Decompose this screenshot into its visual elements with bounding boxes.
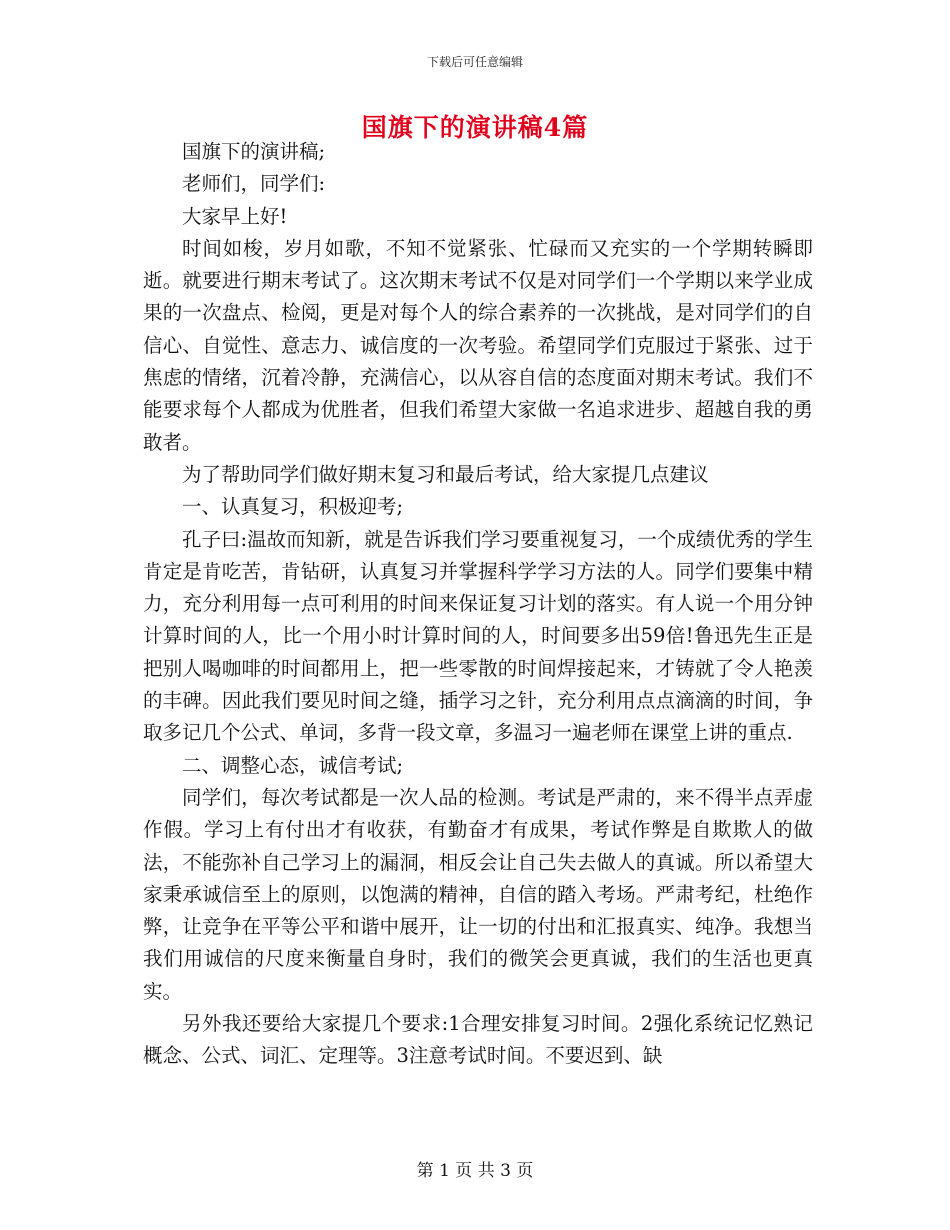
paragraph: 老师们，同学们: xyxy=(182,172,326,196)
document-title: 国旗下的演讲稿4篇 xyxy=(361,113,589,142)
paragraph: 二、调整心态，诚信考试; xyxy=(182,753,404,777)
footer-suffix: 页 xyxy=(516,1161,534,1181)
document-body xyxy=(143,136,813,1073)
paragraph: 孔子曰:温故而知新，就是告诉我们学习要重视复习，一个成绩优秀的学生肯定是肯吃苦，肯钻研，认真复习并掌握科学学习方法的人。同学们要集中精力，充分利用每一点可利用的时间来保证复习计划的落实。有人说一个用分钟计算时间的人，比一个用小时计算时间的人，时间要多出59倍!鲁迅先生正是把别人喝咖啡的时间都用上，把一些零散的时间焊接起来，才铸就了令人艳羡的丰碑。因此我们要见时间之缝，插学习之针，充分利用点点滴滴的时间，争取多记几个公式、单词，多背一段文章，多温习一遍老师在课堂上讲的重点. xyxy=(143,527,813,745)
paragraph: 时间如梭，岁月如歌，不知不觉紧张、忙碌而又充实的一个学期转瞬即逝。就要进行期末考试了。这次期末考试不仅是对同学们一个学期以来学业成果的一次盘点、检阅，更是对每个人的综合素养的一次挑战，是对同学们的自信心、自觉性、意志力、诚信度的一次考验。希望同学们克服过于紧张、过于焦虑的情绪，沉着冷静，充满信心，以从容自信的态度面对期末考试。我们不能要求每个人都成为优胜者，但我们希望大家做一名追求进步、超越自我的勇敢者。 xyxy=(143,236,813,454)
footer-total-pages: 3 xyxy=(500,1161,511,1181)
paragraph: 一、认真复习，积极迎考; xyxy=(182,495,404,519)
paragraph: 为了帮助同学们做好期末复习和最后考试，给大家提几点建议 xyxy=(182,462,709,486)
footer-prefix: 第 xyxy=(416,1161,434,1181)
paragraph: 国旗下的演讲稿; xyxy=(182,140,326,163)
footer-page-number: 1 xyxy=(439,1161,450,1181)
paragraph: 同学们，每次考试都是一次人品的检测。考试是严肃的，来不得半点弄虚作假。学习上有付出才有收获，有勤奋才有成果，考试作弊是自欺欺人的做法，不能弥补自己学习上的漏洞，相反会让自己失去做人的真诚。所以希望大家秉承诚信至上的原则，以饱满的精神，自信的踏入考场。严肃考纪，杜绝作弊，让竞争在平等公平和谐中展开，让一切的付出和汇报真实、纯净。我想当我们用诚信的尺度来衡量自身时，我们的微笑会更真诚，我们的生活也更真实。 xyxy=(143,785,813,1003)
header-note: 下载后可任意编辑 xyxy=(426,55,523,69)
page-footer xyxy=(0,1156,950,1181)
paragraph: 另外我还要给大家提几个要求:1合理安排复习时间。2强化系统记忆熟记概念、公式、词汇、定理等。3注意考试时间。不要迟到、缺 xyxy=(143,1012,813,1068)
footer-middle: 页 共 xyxy=(455,1161,495,1181)
paragraph: 大家早上好! xyxy=(182,204,288,228)
